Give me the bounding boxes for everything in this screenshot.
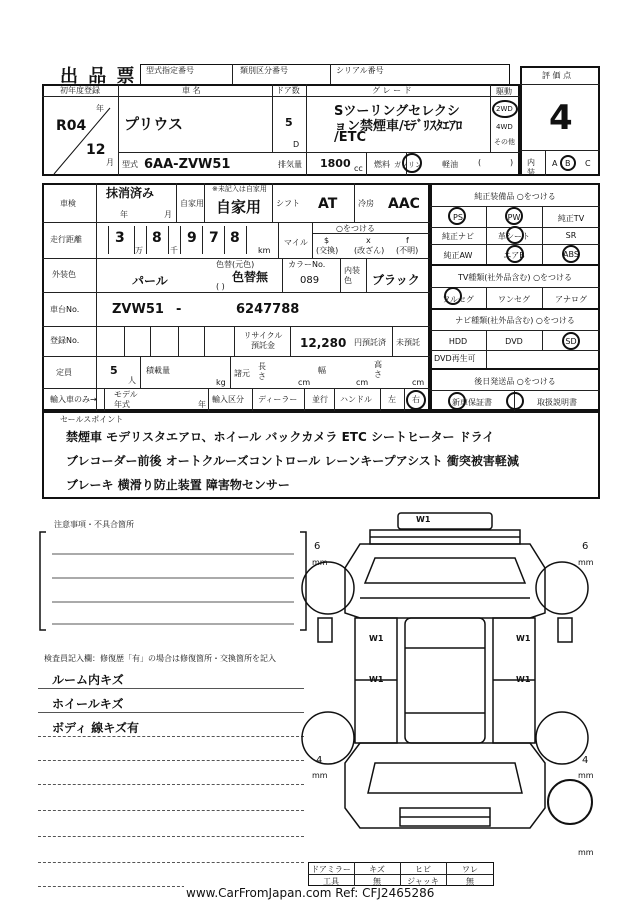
category-label: 類別区分番号: [240, 66, 288, 75]
shift-value: AT: [318, 196, 338, 212]
legend-jack: ジャッキ: [407, 877, 439, 886]
altered-symbol: x: [366, 236, 371, 245]
grade-label: グ レ ー ド: [372, 86, 412, 95]
mileage-digit-4: 7: [209, 230, 219, 246]
equipment-title: 純正装備品 ○をつける: [474, 192, 556, 201]
docs-warranty: 新車保証書: [452, 398, 492, 407]
chassis-dash: -: [176, 302, 182, 317]
registration-month: 12: [86, 142, 106, 158]
mileage-digit-1: 3: [115, 230, 125, 246]
handle-right: 右: [412, 395, 420, 404]
interior-grade-b: B: [565, 159, 571, 168]
approval-label: 型式指定番号: [146, 66, 194, 75]
capacity-label: 定員: [56, 368, 72, 377]
score-label: 評 価 点: [542, 71, 572, 80]
page-title: 出 品 票: [60, 66, 137, 87]
equip-tv: 純正TV: [557, 214, 585, 223]
color-value: パール: [132, 274, 168, 288]
mileage-label: 走行距離: [50, 235, 82, 244]
recycle-unit: 円預託済: [354, 338, 386, 347]
mileage-circle-hint: ○をつける: [336, 224, 375, 233]
equip-leather: 革シート: [498, 232, 530, 241]
capacity-value: 5: [110, 364, 118, 377]
replaced-label: (交換): [316, 246, 339, 255]
displacement-unit: cc: [354, 164, 363, 173]
drive-2wd: 2WD: [496, 105, 513, 113]
doors-type: D: [293, 140, 300, 149]
height-unit: cm: [412, 378, 425, 387]
chassis-label: 車台No.: [50, 305, 80, 314]
chassis-number: 6247788: [236, 302, 300, 317]
grade-line-2: ョン禁煙車/ﾓﾃﾞﾘｽﾀｴｱﾛ: [334, 119, 463, 134]
doors-label: ドア数: [276, 86, 300, 95]
registration-year-unit: 年: [96, 104, 104, 113]
score-value: 4: [549, 98, 573, 138]
note-item-2: ホイールキズ: [52, 697, 124, 711]
width-unit: cm: [356, 378, 369, 387]
legend-door-mirror: ドアミラー: [311, 865, 351, 874]
mileage-man: 万: [135, 246, 143, 255]
fuel-gasoline-circle: [402, 153, 422, 173]
tread-rear-left: 4: [316, 755, 323, 766]
mileage-sen: 千: [170, 246, 178, 255]
fuel-paren-open: (: [478, 158, 482, 167]
equip-abs: ABS: [563, 250, 579, 259]
tread-rear-right: 4: [582, 755, 589, 766]
note-item-1: ルーム内キズ: [52, 673, 124, 687]
altered-label: (改ざん): [354, 246, 385, 255]
first-registration-label: 初年度登録: [60, 86, 100, 95]
height-label: 高さ: [374, 360, 382, 379]
car-damage-diagram: [300, 508, 610, 858]
w1-right-front: W1: [516, 634, 531, 643]
legend-jack-none: 無: [466, 877, 474, 886]
parallel-label: 並行: [312, 395, 328, 404]
tread-front-left: 6: [314, 541, 321, 552]
w1-left-front: W1: [369, 634, 384, 643]
ac-label: 冷房: [358, 199, 374, 208]
mileage-km: km: [258, 246, 271, 255]
dvd-playback-label: DVD再生可: [434, 354, 476, 363]
mileage-digit-3: 9: [187, 230, 197, 246]
w1-roof: W1: [416, 515, 431, 524]
w1-right-rear: W1: [516, 675, 531, 684]
interior-grade-label: 内装: [527, 158, 535, 177]
equip-ps: PS: [453, 213, 463, 222]
equip-pw: PW: [507, 213, 521, 222]
interior-grade-c: C: [585, 159, 591, 168]
displacement-value: 1800: [320, 157, 351, 170]
interior-grade-a: A: [552, 159, 558, 168]
registration-no-label: 登録No.: [50, 336, 80, 345]
equip-sr: SR: [565, 231, 577, 240]
replaced-symbol: $: [324, 236, 330, 245]
docs-title: 後日発送品 ○をつける: [474, 377, 556, 386]
interior-color-label: 内装色: [344, 266, 360, 285]
note-item-3: ボディ 線キズ有: [52, 721, 139, 735]
drive-other: その他: [494, 138, 515, 146]
grade-line-1: Sツーリングセレクシ: [334, 104, 460, 119]
tv-fullseg-circle: [444, 287, 462, 305]
registration-era: R04: [56, 118, 87, 134]
color-change-label: 色替(元色): [216, 260, 255, 269]
tread-front-right-unit: mm: [578, 558, 594, 567]
color-change-value: 色替無: [232, 270, 269, 284]
equip-leather-circle: [506, 226, 524, 244]
tread-rear-left-unit: mm: [312, 771, 328, 780]
capacity-unit: 人: [128, 376, 136, 385]
docs-manual-circle: [506, 392, 524, 410]
equip-airbag: エアB: [503, 251, 525, 260]
tv-oneseg: ワンセグ: [498, 295, 530, 304]
fuel-label: 燃料: [374, 160, 390, 169]
model-year-label: モデル年式: [114, 390, 138, 409]
usage-note: ※未記入は自家用: [212, 185, 267, 193]
equip-pw-circle: [505, 207, 523, 225]
legend-ware: ワレ: [462, 865, 478, 874]
import-type-label: 輸入区分: [212, 395, 244, 404]
caution-label: 注意事項・不具合箇所: [54, 520, 134, 529]
navi-title: ナビ種類(社外品含む) ○をつける: [455, 316, 575, 325]
load-unit: kg: [216, 378, 226, 387]
chassis-prefix: ZVW51: [112, 302, 164, 317]
width-label: 幅: [318, 366, 326, 375]
drive-label: 駆動: [496, 87, 512, 96]
unknown-symbol: f: [406, 236, 409, 245]
serial-label: シリアル番号: [336, 66, 384, 75]
caution-bracket: [38, 524, 308, 636]
mileage-digit-5: 8: [230, 230, 240, 246]
car-name: プリウス: [124, 115, 183, 133]
tread-rear-right-unit: mm: [578, 771, 594, 780]
ac-value: AAC: [388, 196, 420, 212]
tv-analog: アナログ: [555, 295, 587, 304]
color-change-paren: ( ): [216, 282, 225, 291]
model-code: 6AA-ZVW51: [144, 157, 231, 172]
doors-value: 5: [285, 116, 293, 129]
equip-navi: 純正ナビ: [442, 232, 474, 241]
inspection-label: 車検: [60, 199, 76, 208]
sales-point-line-3: ブレーキ 横滑り防止装置 障害物センサー: [66, 478, 290, 492]
recycle-label: リサイクル預託金: [243, 331, 283, 350]
watermark-text: www.CarFromJapan.com Ref: CFJ2465286: [186, 886, 435, 900]
tread-front-left-unit: mm: [312, 558, 328, 567]
legend-kizu: キズ: [369, 865, 385, 874]
equip-aw: 純正AW: [443, 251, 473, 260]
fuel-gasoline: ガソリン: [394, 161, 422, 169]
unknown-label: (不明): [396, 246, 419, 255]
navi-sd: SD: [565, 337, 577, 346]
shift-label: シフト: [276, 199, 300, 208]
tread-spare-unit: mm: [578, 848, 594, 857]
inspection-year-unit: 年: [120, 210, 128, 219]
legend-tools-none: 無: [373, 877, 381, 886]
color-code-label: カラーNo.: [288, 260, 326, 269]
tv-title: TV種類(社外品含む) ○をつける: [457, 273, 573, 282]
mile-label: マイル: [284, 238, 308, 247]
handle-left: 左: [388, 395, 396, 404]
load-label: 積載量: [146, 366, 170, 375]
model-year-suffix: 年: [198, 400, 206, 409]
legend-tools: 工具: [323, 877, 339, 886]
model-label: 型式: [122, 160, 138, 169]
fuel-diesel-label: 軽油: [442, 160, 458, 169]
equip-ps-circle: [448, 207, 466, 225]
fuel-paren-close: ): [510, 158, 514, 167]
color-label: 外装色: [52, 270, 76, 279]
color-code-value: 089: [300, 275, 320, 286]
equip-abs-circle: [562, 245, 580, 263]
sales-point-line-1: 禁煙車 モデリスタエアロ、ホイール バックカメラ ETC シートヒーター ドライ: [66, 430, 495, 444]
tread-front-right: 6: [582, 541, 589, 552]
interior-color-value: ブラック: [372, 273, 420, 287]
equip-airbag-circle: [506, 245, 524, 263]
docs-manual: 取扱説明書: [537, 398, 577, 407]
import-label: 輸入車のみ→: [50, 395, 97, 404]
inspection-month-unit: 月: [164, 210, 172, 219]
dims-label: 諸元: [234, 369, 250, 378]
recycle-unpaid: 未預託: [396, 338, 420, 347]
navi-sd-circle: [562, 332, 580, 350]
length-unit: cm: [298, 378, 311, 387]
car-name-label: 車 名: [182, 86, 201, 95]
registration-month-unit: 月: [106, 158, 114, 167]
usage-label: 自家用: [180, 199, 204, 208]
sales-points-label: セールスポイント: [60, 415, 124, 424]
inspection-value: 抹消済み: [106, 186, 155, 200]
usage-value: 自家用: [216, 198, 262, 216]
legend-hibi: ヒビ: [415, 865, 431, 874]
navi-hdd: HDD: [448, 337, 468, 346]
docs-warranty-circle: [448, 392, 466, 410]
navi-dvd: DVD: [505, 337, 523, 346]
dealer-label: ディーラー: [258, 395, 298, 404]
header-id-box: [140, 64, 510, 86]
tv-fullseg: フルセグ: [442, 295, 474, 304]
handle-label: ハンドル: [340, 395, 372, 404]
inspector-label: 検査員記入欄：修復歴「有」の場合は修復箇所・交換箇所を記入: [44, 654, 276, 663]
w1-left-rear: W1: [369, 675, 384, 684]
grade-line-3: /ETC: [334, 130, 367, 145]
displacement-label: 排気量: [278, 160, 302, 169]
length-label: 長さ: [258, 362, 266, 381]
sales-point-line-2: ブレコーダー前後 オートクルーズコントロール レーンキープアシスト 衝突被害軽減: [66, 454, 519, 468]
drive-4wd: 4WD: [496, 123, 513, 131]
mileage-digit-2: 8: [152, 230, 162, 246]
recycle-value: 12,280: [300, 336, 347, 350]
